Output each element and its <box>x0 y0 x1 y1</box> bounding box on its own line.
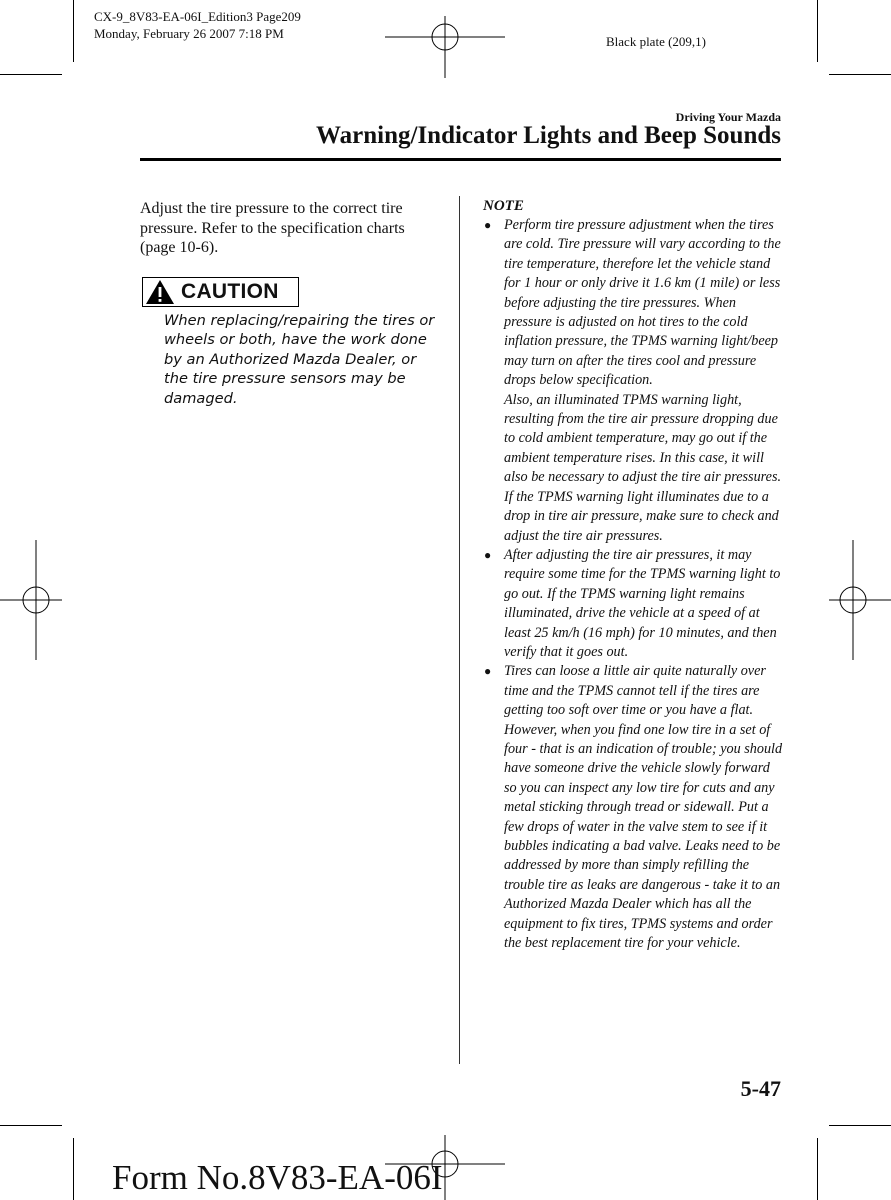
form-number: Form No.8V83-EA-06I <box>112 1158 443 1197</box>
list-item <box>483 546 785 662</box>
bullet-icon: ● <box>484 218 492 232</box>
section-name: Driving Your Mazda <box>675 110 781 124</box>
note-item-1-para-2: Also, an illuminated TPMS warning light, resulting from the tire air pressure dropping due to cold ambient temperature, may go out if the ambient temperature rises. In this case, it will also be necessary to adjust the tire air pressures. If the TPMS warning light illuminates due to a drop in tire air pressure, make sure to check and adjust the tire air pressures. <box>504 391 782 544</box>
caution-label: CAUTION <box>181 280 279 303</box>
registration-mark-icon <box>0 540 62 660</box>
crop-mark <box>0 74 62 75</box>
registration-mark-icon <box>385 16 505 78</box>
page-title: Warning/Indicator Lights and Beep Sounds <box>316 122 781 149</box>
bullet-icon: ● <box>484 547 492 562</box>
plate-label: Black plate (209,1) <box>606 34 706 49</box>
crop-mark <box>817 1138 818 1200</box>
warning-triangle-icon <box>145 279 175 305</box>
print-meta <box>94 8 301 42</box>
note-title: NOTE <box>483 198 524 214</box>
caution-text: When replacing/repairing the tires or wheels or both, have the work done by an Authorized Mazda Dealer, or the tire pressure sensors may be damaged. <box>164 312 435 407</box>
bullet-icon: ● <box>484 664 492 679</box>
header-rule <box>140 158 781 161</box>
crop-mark <box>73 0 74 62</box>
crop-mark <box>829 74 891 75</box>
crop-mark <box>829 1125 891 1126</box>
page-number: 5-47 <box>740 1076 781 1101</box>
note-list <box>483 216 785 953</box>
print-meta-line2: Monday, February 26 2007 7:18 PM <box>94 26 284 41</box>
note-section <box>483 198 785 953</box>
list-item <box>483 216 785 546</box>
crop-mark <box>73 1138 74 1200</box>
note-item-3-para-1: Tires can loose a little air quite naturally over time and the TPMS cannot tell if the tires are getting too soft over time or you have a flat. However, when you find one low tire in a set of four - that is an indication of trouble; you should have someone drive the vehicle slowly forward so you can inspect any low tire for cuts and any metal sticking through tread or sidewall. Put a few drops of water in the valve stem to see if it bubbles indicating a bad valve. Leaks need to be addressed by more than simply refilling the trouble tire as leaks are dangerous - take it to an Authorized Mazda Dealer which has all the equipment to fix tires, TPMS systems and order the best replacement tire for your vehicle. <box>504 663 783 952</box>
crop-mark <box>817 0 818 62</box>
note-item-2-para-1: After adjusting the tire air pressures, it may require some time for the TPMS warning light to go out. If the TPMS warning light remains illuminated, drive the vehicle at a speed of at least 25 km/h (16 mph) for 10 minutes, and then verify that it goes out. <box>504 546 781 660</box>
caution-box <box>142 277 299 307</box>
print-meta-line1: CX-9_8V83-EA-06I_Edition3 Page209 <box>94 9 301 24</box>
registration-mark-icon <box>829 540 891 660</box>
list-item <box>483 662 785 953</box>
column-divider <box>459 196 460 1064</box>
note-item-1-para-1: Perform tire pressure adjustment when the tires are cold. Tire pressure will vary according to the tire temperature, therefore let the vehicle stand for 1 hour or only drive it 1.6 km (1 mile) or less before adjusting the tire pressures. When pressure is adjusted on hot tires to the cold inflation pressure, the TPMS warning light/beep may turn on after the tires cool and pressure drops below specification. <box>504 217 781 389</box>
intro-paragraph: Adjust the tire pressure to the correct tire pressure. Refer to the specification charts (page 10-6). <box>140 200 405 256</box>
crop-mark <box>0 1125 62 1126</box>
